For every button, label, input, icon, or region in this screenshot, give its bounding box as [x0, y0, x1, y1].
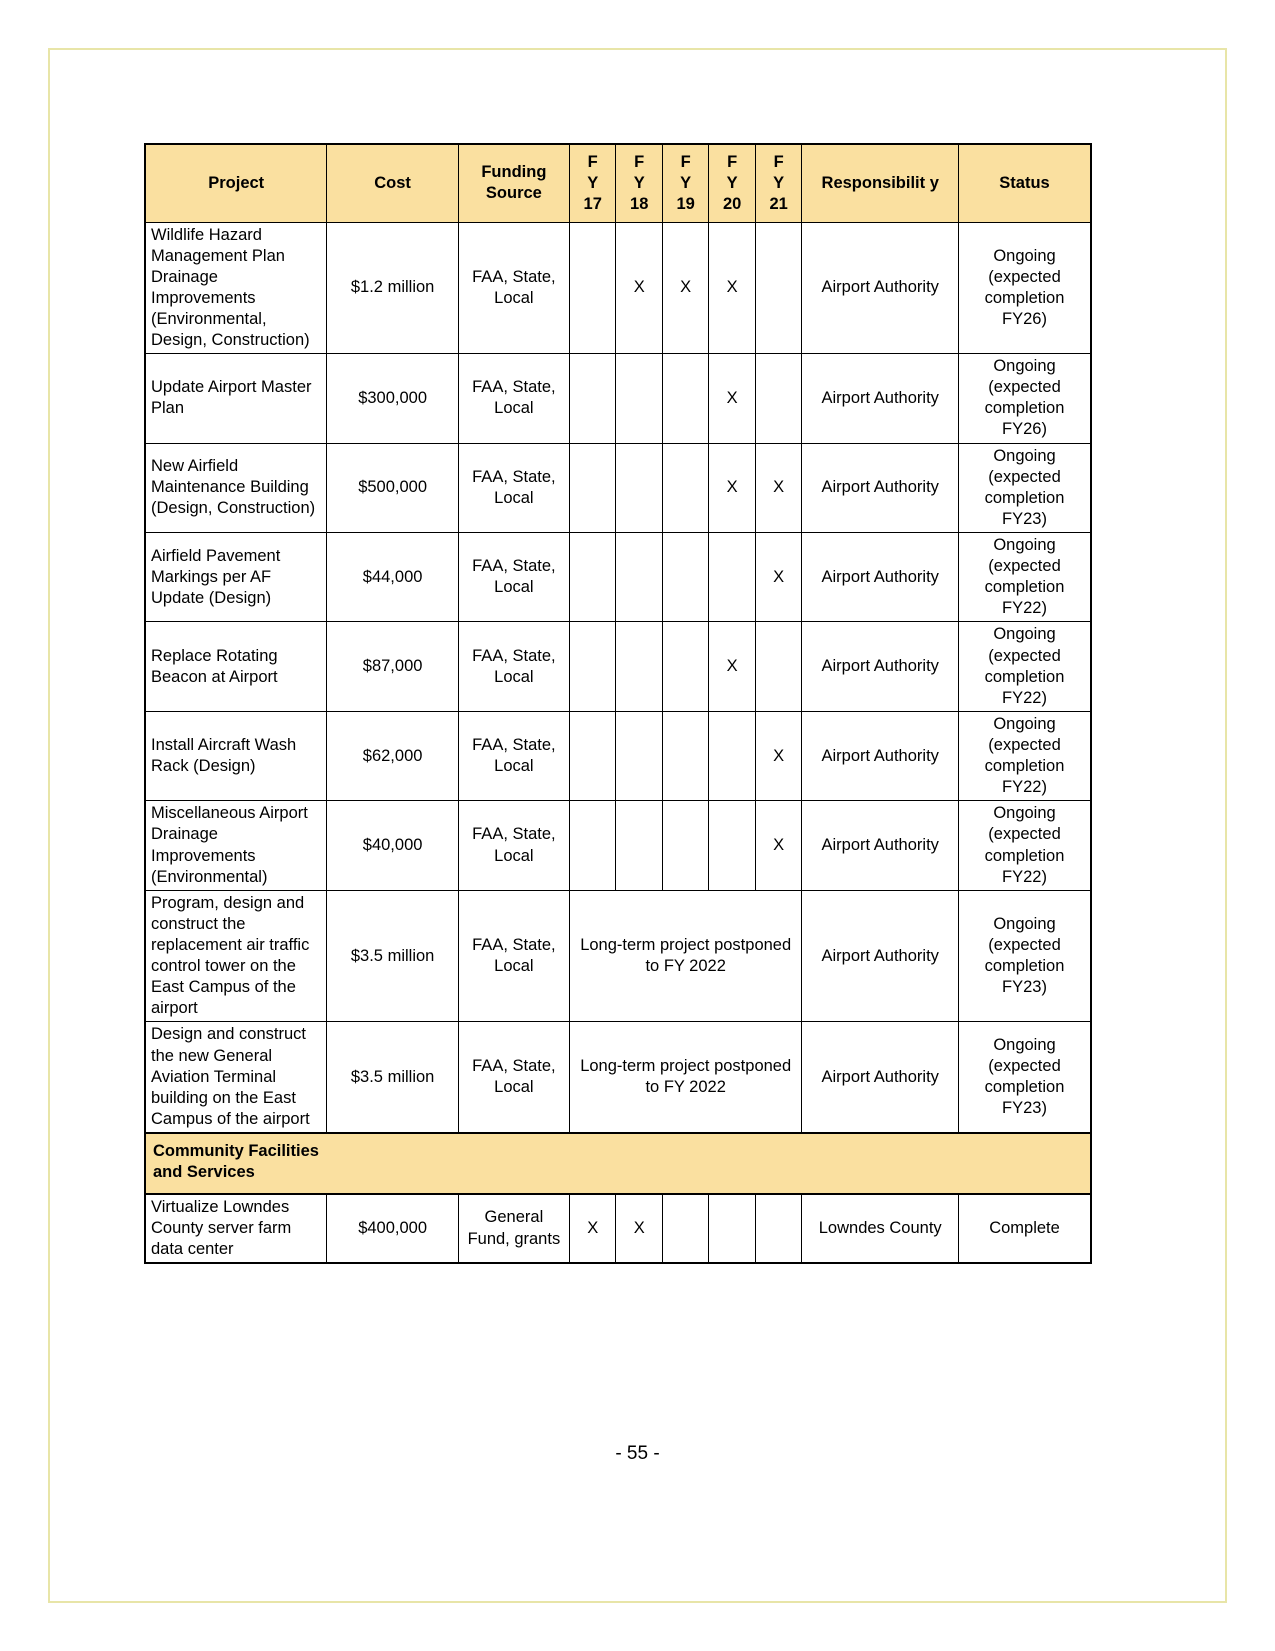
table-row — [145, 711, 1091, 800]
cell-responsibility: Airport Authority — [802, 443, 959, 532]
cell-funding-source: FAA, State, Local — [458, 354, 569, 443]
cell-fy21: X — [755, 443, 801, 532]
cell-status: Ongoing (expected completion FY23) — [959, 890, 1091, 1022]
cell-responsibility: Airport Authority — [802, 354, 959, 443]
cell-responsibility: Airport Authority — [802, 711, 959, 800]
column-header-fy18 — [616, 144, 662, 222]
cell-project: Replace Rotating Beacon at Airport — [145, 622, 327, 711]
cell-status: Ongoing (expected completion FY22) — [959, 533, 1091, 622]
cell-fy21 — [755, 622, 801, 711]
fy18-line3: 18 — [630, 194, 649, 213]
fy19-line3: 19 — [676, 194, 695, 213]
cell-fy17 — [569, 354, 615, 443]
cell-fy18 — [616, 622, 662, 711]
fy21-line2: Y — [773, 173, 785, 192]
cell-cost: $62,000 — [327, 711, 458, 800]
cell-fy20 — [709, 1194, 755, 1263]
fy20-line3: 20 — [722, 194, 742, 213]
cell-fy21 — [755, 222, 801, 354]
cell-status: Ongoing (expected completion FY22) — [959, 711, 1091, 800]
cell-fy21 — [755, 354, 801, 443]
fy19-line2: Y — [680, 173, 692, 192]
column-header-fy19 — [662, 144, 708, 222]
cell-status: Ongoing (expected completion FY22) — [959, 622, 1091, 711]
column-header-fy21 — [755, 144, 801, 222]
cell-fy19 — [662, 622, 708, 711]
column-header-funding-source: Funding Source — [458, 144, 569, 222]
cell-project: Miscellaneous Airport Drainage Improvements (Environmental) — [145, 801, 327, 890]
cell-project: Airfield Pavement Markings per AF Update (Design) — [145, 533, 327, 622]
cell-fy19 — [662, 533, 708, 622]
cell-fy20: X — [709, 622, 755, 711]
cell-project: Wildlife Hazard Management Plan Drainage Improvements (Environmental, Design, Construction) — [145, 222, 327, 354]
page-border — [48, 48, 1227, 1603]
cell-status: Ongoing (expected completion FY23) — [959, 1022, 1091, 1133]
cell-fy18 — [616, 443, 662, 532]
table-row — [145, 443, 1091, 532]
cell-fy20 — [709, 801, 755, 890]
fy18-line2: Y — [633, 173, 645, 192]
cell-cost: $40,000 — [327, 801, 458, 890]
cell-fy19 — [662, 711, 708, 800]
cell-responsibility: Airport Authority — [802, 890, 959, 1022]
cell-responsibility: Airport Authority — [802, 1022, 959, 1133]
cell-fy17 — [569, 622, 615, 711]
cell-fy17 — [569, 222, 615, 354]
cell-fy18: X — [616, 222, 662, 354]
cell-project: Design and construct the new General Aviation Terminal building on the East Campus of the airport — [145, 1022, 327, 1133]
cell-funding-source: FAA, State, Local — [458, 622, 569, 711]
cell-responsibility: Airport Authority — [802, 222, 959, 354]
section-header-label: Community Facilities and Services — [153, 1141, 319, 1182]
cell-responsibility: Airport Authority — [802, 801, 959, 890]
fy17-line1: F — [587, 152, 598, 171]
cell-project: Install Aircraft Wash Rack (Design) — [145, 711, 327, 800]
column-header-status: Status — [959, 144, 1091, 222]
page-content — [50, 50, 1225, 1601]
cell-cost: $44,000 — [327, 533, 458, 622]
header-row — [145, 144, 1091, 222]
cell-fy21: X — [755, 711, 801, 800]
cell-cost: $3.5 million — [327, 890, 458, 1022]
cell-status: Complete — [959, 1194, 1091, 1263]
cell-status: Ongoing (expected completion FY22) — [959, 801, 1091, 890]
cell-fy19 — [662, 801, 708, 890]
fy21-line3: 21 — [769, 194, 788, 213]
cell-fy18: X — [616, 1194, 662, 1263]
cell-fy18 — [616, 533, 662, 622]
cell-funding-source: General Fund, grants — [458, 1194, 569, 1263]
cell-fy20: X — [709, 443, 755, 532]
cell-fy19 — [662, 443, 708, 532]
column-header-fy17 — [569, 144, 615, 222]
cell-fy21: X — [755, 533, 801, 622]
fy17-line3: 17 — [583, 194, 602, 213]
cell-fy18 — [616, 711, 662, 800]
cell-responsibility: Airport Authority — [802, 622, 959, 711]
table-row — [145, 354, 1091, 443]
cell-cost: $1.2 million — [327, 222, 458, 354]
fy20-line1: F — [727, 152, 738, 171]
cell-funding-source: FAA, State, Local — [458, 1022, 569, 1133]
fy21-line1: F — [773, 152, 784, 171]
cell-fy20: X — [709, 222, 755, 354]
page-number: - 55 - — [615, 1443, 660, 1464]
table-row — [145, 622, 1091, 711]
cell-fy17 — [569, 711, 615, 800]
cell-fy20 — [709, 533, 755, 622]
cell-status: Ongoing (expected completion FY26) — [959, 222, 1091, 354]
cell-fy-span-note: Long-term project postponed to FY 2022 — [569, 890, 801, 1022]
table-body — [145, 222, 1091, 1263]
cell-cost: $3.5 million — [327, 1022, 458, 1133]
column-header-cost: Cost — [327, 144, 458, 222]
cell-fy19 — [662, 354, 708, 443]
cell-responsibility: Airport Authority — [802, 533, 959, 622]
cell-fy19 — [662, 1194, 708, 1263]
capital-improvement-table — [144, 143, 1092, 1264]
column-header-project: Project — [145, 144, 327, 222]
table-row — [145, 533, 1091, 622]
cell-funding-source: FAA, State, Local — [458, 801, 569, 890]
cell-cost: $87,000 — [327, 622, 458, 711]
table-row — [145, 890, 1091, 1022]
cell-funding-source: FAA, State, Local — [458, 890, 569, 1022]
cell-fy20: X — [709, 354, 755, 443]
cell-fy21: X — [755, 801, 801, 890]
section-header-row — [145, 1133, 1091, 1194]
cell-cost: $400,000 — [327, 1194, 458, 1263]
cell-project: Program, design and construct the replacement air traffic control tower on the East Campus of the airport — [145, 890, 327, 1022]
cell-fy17 — [569, 533, 615, 622]
fy17-line2: Y — [587, 173, 599, 192]
cell-cost: $500,000 — [327, 443, 458, 532]
cell-fy19: X — [662, 222, 708, 354]
cell-cost: $300,000 — [327, 354, 458, 443]
table-row — [145, 1194, 1091, 1263]
table-row — [145, 222, 1091, 354]
cell-project: Update Airport Master Plan — [145, 354, 327, 443]
section-header-cell — [145, 1133, 1091, 1194]
cell-fy18 — [616, 801, 662, 890]
cell-status: Ongoing (expected completion FY26) — [959, 354, 1091, 443]
cell-status: Ongoing (expected completion FY23) — [959, 443, 1091, 532]
cell-funding-source: FAA, State, Local — [458, 533, 569, 622]
cell-fy17 — [569, 801, 615, 890]
table-header — [145, 144, 1091, 222]
cell-funding-source: FAA, State, Local — [458, 222, 569, 354]
cell-funding-source: FAA, State, Local — [458, 443, 569, 532]
cell-responsibility: Lowndes County — [802, 1194, 959, 1263]
cell-project: Virtualize Lowndes County server farm data center — [145, 1194, 327, 1263]
cell-funding-source: FAA, State, Local — [458, 711, 569, 800]
cell-fy21 — [755, 1194, 801, 1263]
cell-fy17: X — [569, 1194, 615, 1263]
cell-fy-span-note: Long-term project postponed to FY 2022 — [569, 1022, 801, 1133]
cell-fy20 — [709, 711, 755, 800]
fy20-line2: Y — [726, 173, 738, 192]
cell-project: New Airfield Maintenance Building (Design, Construction) — [145, 443, 327, 532]
fy18-line1: F — [634, 152, 645, 171]
table-row — [145, 801, 1091, 890]
cell-fy18 — [616, 354, 662, 443]
column-header-fy20 — [709, 144, 755, 222]
fy19-line1: F — [680, 152, 691, 171]
table-row — [145, 1022, 1091, 1133]
cell-fy17 — [569, 443, 615, 532]
column-header-responsibility: Responsibilit y — [802, 144, 959, 222]
